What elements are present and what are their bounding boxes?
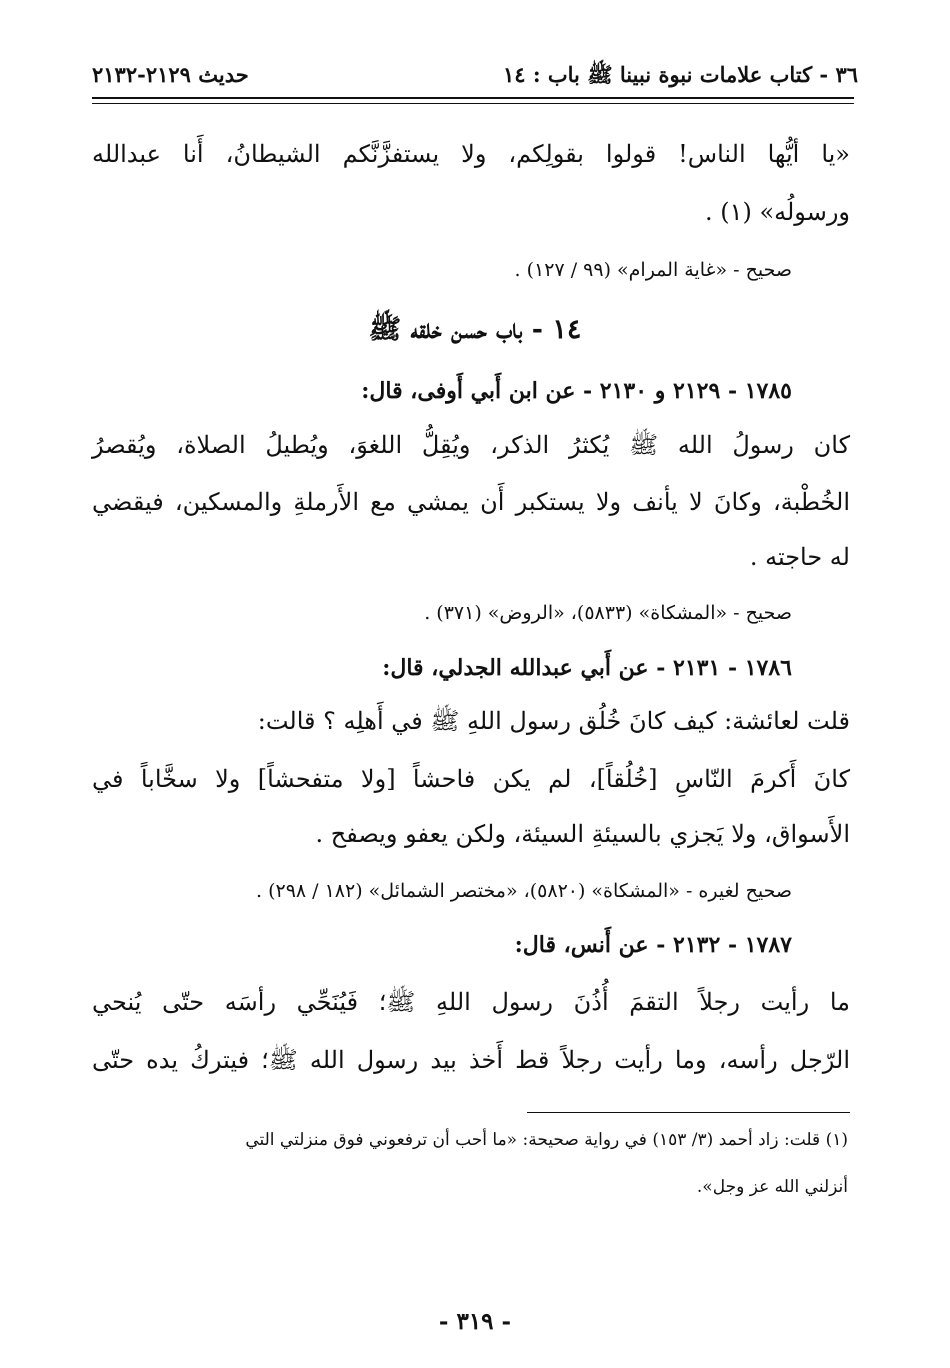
hadith-1787-intro: ١٧٨٧ - ٢١٣٢ - عن أَنس، قال:: [514, 932, 792, 958]
text-line-9: ما رأيت رجلاً التقمَ أُذُنَ رسول اللهِ ﷺ؛ فَيُنَحِّي رأسَه حتّى يُنحي: [92, 988, 850, 1016]
header-rule-thick: [92, 97, 854, 99]
footnote-line-2: أنزلني الله عز وجل».: [696, 1177, 848, 1197]
hadith-1786-intro: ١٧٨٦ - ٢١٣١ - عن أَبي عبدالله الجدلي، قال:: [382, 655, 792, 681]
text-line-6: قلت لعائشة: كيف كانَ خُلُق رسول اللهِ ﷺ في أَهلِه ؟ قالت:: [257, 707, 850, 735]
chapter-heading: ١٤ - باب حسن خلقه ﷺ: [368, 314, 582, 345]
text-line-1: «يا أيُّها الناس! قولوا بقولِكم، ولا يستفزَّنَّكم الشيطانُ، أَنا عبدالله: [92, 140, 850, 168]
header-rule-thin: [92, 103, 854, 104]
footnote-line-1: (١) قلت: زاد أحمد (٣/ ١٥٣) في رواية صحيحة: «ما أحب أن ترفعوني فوق منزلتي التي: [245, 1130, 848, 1150]
footnote-rule: [527, 1112, 850, 1113]
text-line-7: كانَ أَكرمَ النّاسِ [خُلُقاً]، لم يكن فاحشاً [ولا متفحشاً] ولا سخَّاباً في: [92, 765, 850, 793]
hadith-1785-intro: ١٧٨٥ - ٢١٢٩ و ٢١٣٠ - عن ابن أَبي أَوفى، قال:: [361, 378, 792, 404]
running-header: [92, 56, 858, 96]
source-line-1: صحيح - «غاية المرام» (٩٩ / ١٢٧) .: [514, 259, 792, 281]
header-hadith-range: حديث ٢١٢٩-٢١٣٢: [92, 62, 249, 87]
text-line-8: الأَسواق، ولا يَجزي بالسيئةِ السيئة، ولكن يعفو ويصفح .: [315, 820, 850, 848]
text-line-5: له حاجته .: [749, 543, 850, 571]
text-line-3: كان رسولُ الله ﷺ يُكثرُ الذكر، ويُقِلُّ اللغوَ، ويُطيلُ الصلاة، ويُقصرُ: [92, 431, 850, 459]
source-line-2: صحيح - «المشكاة» (٥٨٣٣)، «الروض» (٣٧١) .: [424, 602, 792, 624]
page-number: - ٣١٩ -: [438, 1308, 512, 1335]
text-line-10: الرّجل رأسه، وما رأيت رجلاً قط أَخذ بيد رسول الله ﷺ؛ فيتركُ يده حتّى: [92, 1046, 850, 1074]
text-line-2: ورسولُه» (١) .: [704, 198, 850, 226]
text-line-4: الخُطْبة، وكانَ لا يأنف ولا يستكبر أَن يمشي مع الأَرملةِ والمسكين، فيقضي: [92, 488, 850, 516]
source-line-3: صحيح لغيره - «المشكاة» (٥٨٢٠)، «مختصر الشمائل» (١٨٢ / ٢٩٨) .: [255, 880, 792, 902]
header-chapter-title: ٣٦ - كتاب علامات نبوة نبينا ﷺ باب : ١٤: [502, 62, 858, 87]
